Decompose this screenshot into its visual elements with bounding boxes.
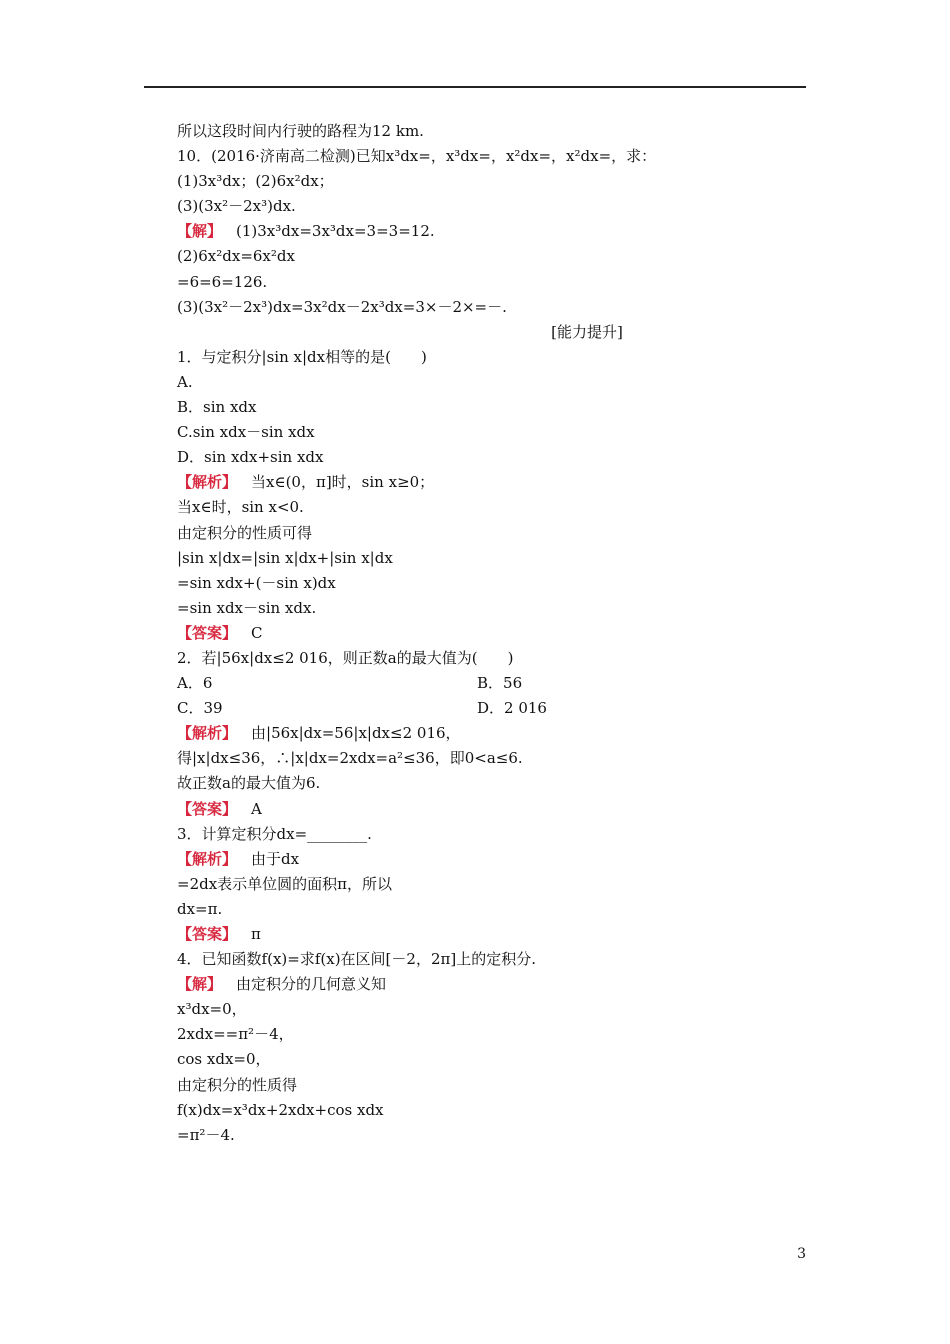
text-line: [177, 219, 777, 244]
tag-text: 由|56x|dx=56|x|dx≤2 016，: [251, 724, 461, 743]
text-line: 4．已知函数f(x)=求f(x)在区间[－2，2π]上的定积分.: [177, 950, 536, 969]
option-cell: C．39: [177, 699, 223, 718]
text-line: [177, 972, 777, 997]
text-line: 2xdx==π²－4，: [177, 1025, 294, 1044]
answer-tag: 【解析】: [177, 724, 238, 743]
answer-tag: 【答案】: [177, 925, 238, 943]
tag-text: 由于dx: [251, 849, 300, 868]
text-line: [177, 696, 777, 721]
text-line: [177, 671, 777, 696]
text-line: 由定积分的性质可得: [177, 523, 313, 542]
document-body: [177, 119, 777, 1148]
text-line: [177, 922, 777, 947]
answer-tag: 【解析】: [177, 473, 238, 492]
text-line: 得|x|dx≤36，∴|x|dx=2xdx=a²≤36，即0<a≤6.: [177, 749, 523, 768]
text-line: [177, 797, 777, 822]
tag-text: (1)3x³dx=3x³dx=3=3=12.: [236, 222, 435, 241]
answer-tag: 【答案】: [177, 623, 238, 642]
text-line: 故正数a的最大值为6.: [177, 774, 321, 793]
text-line: 1．与定积分|sin x|dx相等的是( ): [177, 347, 427, 366]
text-line: =6=6=126.: [177, 272, 268, 291]
text-line: [177, 847, 777, 872]
text-line: f(x)dx=x³dx+2xdx+cos xdx: [177, 1100, 384, 1119]
text-line: =2dx表示单位圆的面积π，所以: [177, 874, 393, 893]
answer-tag: 【解析】: [177, 849, 238, 868]
text-line: [177, 721, 777, 746]
tag-text: A: [251, 799, 262, 818]
text-line: 所以这段时间内行驶的路程为12 km.: [177, 122, 424, 140]
text-line: B．sin xdx: [177, 398, 257, 417]
tag-text: C: [251, 623, 263, 642]
text-line: (2)6x²dx=6x²dx: [177, 247, 295, 266]
text-line: =sin xdx－sin xdx.: [177, 598, 317, 617]
answer-tag: 【答案】: [177, 799, 238, 818]
text-line: C.sin xdx－sin xdx: [177, 423, 315, 442]
text-line: 由定积分的性质得: [177, 1075, 298, 1094]
text-line: (3)(3x²－2x³)dx=3x²dx－2x³dx=3×－2×=－.: [177, 297, 507, 316]
text-line: (1)3x³dx；(2)6x²dx；: [177, 172, 334, 191]
section-heading: [能力提升]: [551, 322, 623, 341]
text-line: 3．计算定积分dx=________.: [177, 824, 372, 843]
tag-text: 由定积分的几何意义知: [236, 975, 387, 994]
text-line: 10．(2016·济南高二检测)已知x³dx=，x³dx=，x²dx=，x²dx=，求：: [177, 147, 657, 166]
answer-tag: 【解】: [177, 222, 223, 241]
text-line: A.: [177, 372, 193, 391]
tag-text: 当x∈(0，π]时，sin x≥0；: [251, 473, 435, 492]
header-rule: [144, 86, 806, 88]
text-line: dx=π.: [177, 899, 223, 918]
text-line: =π²－4.: [177, 1125, 235, 1144]
text-line: (3)(3x²－2x³)dx.: [177, 197, 296, 216]
text-line: cos xdx=0，: [177, 1050, 271, 1069]
answer-tag: 【解】: [177, 975, 223, 994]
text-line: x³dx=0，: [177, 1000, 247, 1019]
option-cell: D．2 016: [477, 699, 547, 718]
text-line: [177, 621, 777, 646]
text-line: [177, 470, 777, 495]
option-cell: B．56: [477, 674, 523, 693]
text-line: |sin x|dx=|sin x|dx+|sin x|dx: [177, 548, 393, 567]
text-line: 2．若|56x|dx≤2 016，则正数a的最大值为( ): [177, 648, 514, 667]
text-line: =sin xdx+(－sin x)dx: [177, 573, 336, 592]
tag-text: π: [251, 925, 261, 943]
text-line: D．sin xdx+sin xdx: [177, 448, 324, 467]
page-number: 3: [797, 1246, 806, 1262]
text-line: 当x∈时，sin x<0.: [177, 498, 304, 517]
option-cell: A．6: [177, 674, 213, 693]
